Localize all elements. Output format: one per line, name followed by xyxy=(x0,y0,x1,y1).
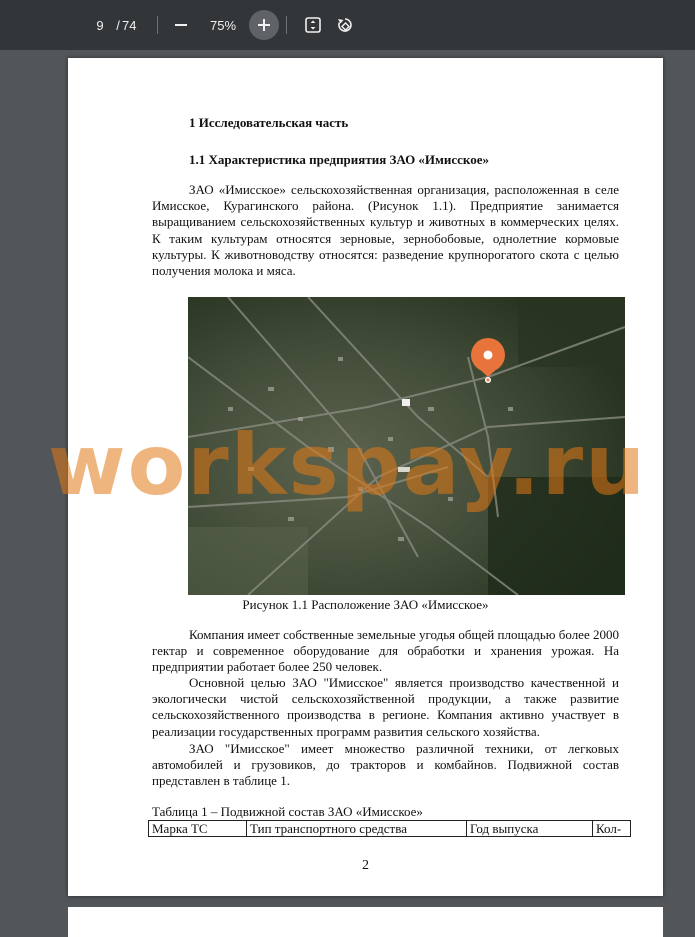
paragraph-fleet: ЗАО "Имисское" имеет множество различной техники, от легковых автомобилей и грузовиков, до тракторов и комбайнов. Подвижной состав представлен в таблице 1. xyxy=(152,741,619,789)
fit-page-icon xyxy=(304,16,322,34)
table-header-cell: Год выпуска xyxy=(467,821,593,837)
page-total: 74 xyxy=(122,17,137,33)
next-page-edge xyxy=(68,907,663,937)
figure-caption: Рисунок 1.1 Расположение ЗАО «Имисское» xyxy=(242,597,489,612)
toolbar-divider xyxy=(157,16,158,34)
fleet-table xyxy=(148,820,631,837)
table-header-cell: Марка ТС xyxy=(149,821,247,837)
zoom-level-input[interactable]: 75% xyxy=(209,17,237,33)
fit-page-button[interactable] xyxy=(298,10,328,40)
table-header-row xyxy=(149,821,631,837)
subsection-heading: 1.1 Характеристика предприятия ЗАО «Имисское» xyxy=(189,152,490,167)
pdf-toolbar xyxy=(0,0,695,50)
toolbar-divider xyxy=(286,16,287,34)
paragraph-land: Компания имеет собственные земельные угодья общей площадью более 2000 гектар и современное оборудование для обработки и хранения урожая. На предприятии работает более 250 человек. xyxy=(152,627,619,675)
minus-icon xyxy=(174,18,188,32)
satellite-map-image xyxy=(188,297,625,595)
page-number-input[interactable]: 9 xyxy=(96,17,104,33)
plus-icon xyxy=(257,18,271,32)
paragraph-intro: ЗАО «Имисское» сельскохозяйственная организация, расположенная в селе Имисское, Курагинского района. (Рисунок 1.1). Предприятие занимается выращиванием сельскохозяйственных культур и животных в коммерческих целях. К таким культурам относятся зерновые, зернобобовые, однолетние кормовые культуры. К животноводству относятся: разведение крупнорогатого скота с целью получения молока и мяса. xyxy=(152,182,619,279)
watermark-text: workspay.ru xyxy=(47,416,647,514)
table-header-cell: Тип транспортного средства xyxy=(247,821,467,837)
document-page xyxy=(68,58,663,896)
page-separator: / xyxy=(116,17,120,33)
table-header-cell: Кол- xyxy=(593,821,631,837)
paragraph-goal: Основной целью ЗАО "Имисское" является производство качественной и экологически чистой сельскохозяйственной продукции, а также развитие сельскохозяйственного производства в регионе. Компания активно участвует в реализации государственных программ развития сельского хозяйства. xyxy=(152,675,619,739)
rotate-button[interactable] xyxy=(330,10,360,40)
page-footer-number: 2 xyxy=(362,858,369,873)
table-caption: Таблица 1 – Подвижной состав ЗАО «Имисское» xyxy=(152,804,423,819)
section-heading: 1 Исследовательская часть xyxy=(189,115,349,130)
zoom-in-button[interactable] xyxy=(249,10,279,40)
zoom-out-button[interactable] xyxy=(166,10,196,40)
rotate-icon xyxy=(336,16,354,34)
